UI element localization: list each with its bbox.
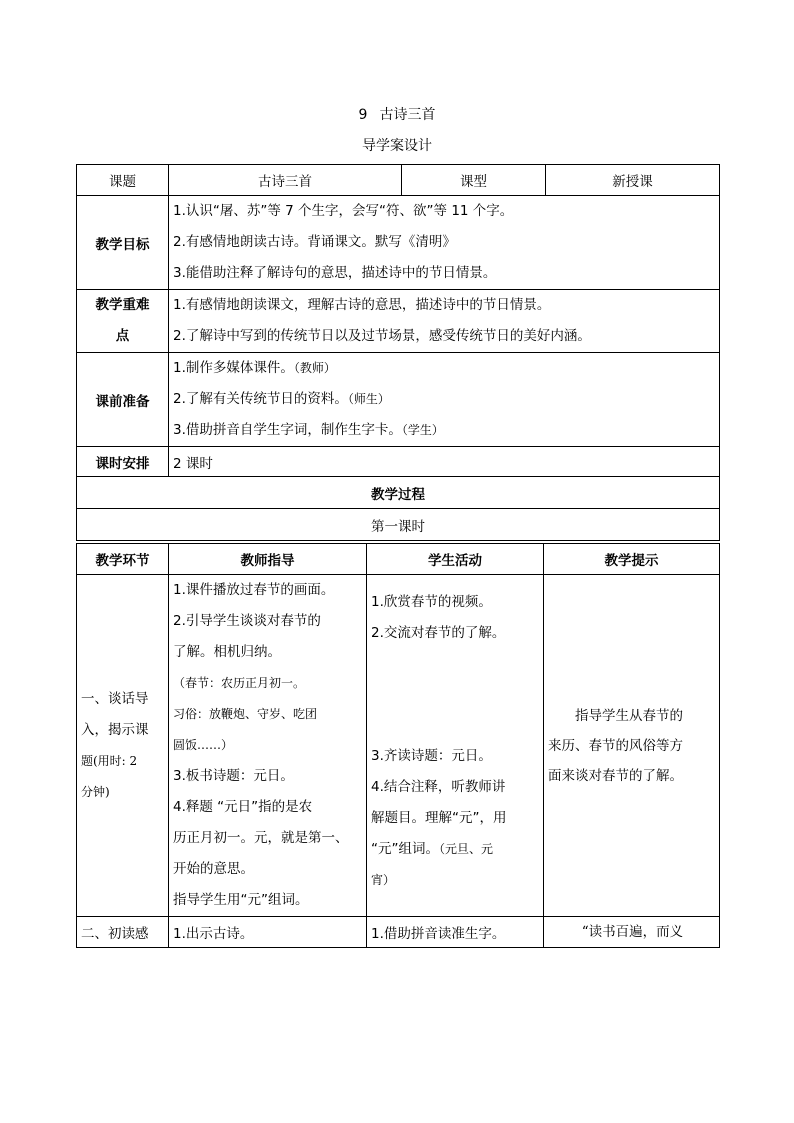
prep-text: 3.借助拼音自学生字词，制作生字卡。 xyxy=(173,422,402,438)
lesson-title xyxy=(0,104,794,124)
teacher-line: （春节：农历正月初一。 xyxy=(173,676,306,690)
prep-content xyxy=(169,353,720,447)
stage-line: 分钟) xyxy=(81,784,110,799)
stage-line: 一、谈话导 xyxy=(81,690,149,707)
stage-line: 题(用时: 2 xyxy=(81,753,138,768)
stage-cell: 二、初读感 xyxy=(77,917,169,948)
process-row-2 xyxy=(77,917,720,948)
stage-line: 入，揭示课 xyxy=(81,721,149,738)
process-header-row xyxy=(77,544,720,575)
prep-note: （师生） xyxy=(347,392,390,406)
spacer xyxy=(371,649,539,741)
type-value: 新授课 xyxy=(546,165,720,196)
teacher-line: 1.课件播放过春节的画面。 xyxy=(173,582,335,598)
topic-value: 古诗三首 xyxy=(169,165,402,196)
goal-item: 1.认识“屠、苏”等 7 个生字，会写“符、欲”等 11 个字。 xyxy=(173,203,514,219)
goal-item: 2.有感情地朗读古诗。背诵课文。默写《清明》 xyxy=(173,234,456,250)
key-points-label xyxy=(77,290,169,353)
prep-note: （教师） xyxy=(293,361,336,375)
prep-item xyxy=(173,415,715,446)
goals-label: 教学目标 xyxy=(77,196,169,290)
prep-label: 课前准备 xyxy=(77,353,169,447)
goals-content xyxy=(169,196,720,290)
prep-row xyxy=(77,353,720,447)
stage-cell xyxy=(77,575,169,917)
col-header-stage: 教学环节 xyxy=(77,544,169,575)
hint-cell xyxy=(544,575,720,917)
student-line: 3.齐读诗题：元日。 xyxy=(371,748,492,764)
teacher-cell: 1.出示古诗。 xyxy=(169,917,367,948)
topic-row xyxy=(77,165,720,196)
process-title-row xyxy=(77,477,720,509)
prep-item xyxy=(173,353,715,384)
student-cell xyxy=(367,575,544,917)
student-cell: 1.借助拼音读准生字。 xyxy=(367,917,544,948)
student-line: 解题目。理解“元”，用 xyxy=(371,810,507,826)
student-line: “元”组词。（元旦、元 xyxy=(371,841,494,857)
teacher-cell xyxy=(169,575,367,917)
col-header-student: 学生活动 xyxy=(367,544,544,575)
prep-text: 1.制作多媒体课件。 xyxy=(173,360,294,376)
teacher-line: 指导学生用“元”组词。 xyxy=(173,892,309,908)
hint-line: 指导学生从春节的 xyxy=(575,707,683,724)
time-value: 2 课时 xyxy=(169,447,720,477)
key-point-item: 2.了解诗中写到的传统节日以及过节场景，感受传统节日的美好内涵。 xyxy=(173,328,591,344)
hint-line: 面来谈对春节的了解。 xyxy=(548,767,683,784)
prep-note: （学生） xyxy=(401,423,444,437)
student-line: 4.结合注释，听教师讲 xyxy=(371,779,506,795)
prep-text: 2.了解有关传统节日的资料。 xyxy=(173,391,348,407)
document-subtitle: 导学案设计 xyxy=(362,138,432,154)
time-label: 课时安排 xyxy=(77,447,169,477)
process-row-1 xyxy=(77,575,720,917)
prep-item xyxy=(173,384,715,415)
time-row xyxy=(77,447,720,477)
teacher-line: 4.释题 “元日”指的是农 xyxy=(173,799,313,815)
teacher-line: 2.引导学生谈谈对春节的 xyxy=(173,613,321,629)
key-point-item: 1.有感情地朗读课文，理解古诗的意思，描述诗中的节日情景。 xyxy=(173,297,551,313)
teacher-line: 了解。相机归纳。 xyxy=(173,644,281,660)
lesson-name: 古诗三首 xyxy=(379,107,436,123)
student-line: 宵） xyxy=(371,873,396,887)
period-title: 第一课时 xyxy=(77,509,720,541)
hint-line: 来历、春节的风俗等方 xyxy=(548,737,683,754)
student-line: 2.交流对春节的了解。 xyxy=(371,625,506,641)
key-points-row xyxy=(77,290,720,353)
topic-label: 课题 xyxy=(77,165,169,196)
col-header-hint: 教学提示 xyxy=(544,544,720,575)
teacher-line: 3.板书诗题：元日。 xyxy=(173,768,294,784)
teacher-line: 圆饭……） xyxy=(173,738,234,752)
process-table xyxy=(76,543,720,948)
teacher-line: 习俗：放鞭炮、守岁、吃团 xyxy=(173,707,318,721)
teacher-line: 开始的意思。 xyxy=(173,861,254,877)
lesson-info-table xyxy=(76,164,720,541)
spacer xyxy=(371,575,539,587)
goals-row xyxy=(77,196,720,290)
period-row xyxy=(77,509,720,541)
key-points-label-line: 点 xyxy=(115,328,130,344)
hint-cell: “读书百遍，而义 xyxy=(544,917,720,948)
key-points-label-line: 教学重难 xyxy=(95,297,150,313)
key-points-content xyxy=(169,290,720,353)
col-header-teacher: 教师指导 xyxy=(169,544,367,575)
process-title: 教学过程 xyxy=(77,477,720,509)
goal-item: 3.能借助注释了解诗句的意思，描述诗中的节日情景。 xyxy=(173,265,497,281)
lesson-number: 9 xyxy=(358,107,368,123)
student-line: 1.欣赏春节的视频。 xyxy=(371,594,492,610)
teacher-line: 历正月初一。元，就是第一、 xyxy=(173,830,349,846)
type-label: 课型 xyxy=(402,165,546,196)
